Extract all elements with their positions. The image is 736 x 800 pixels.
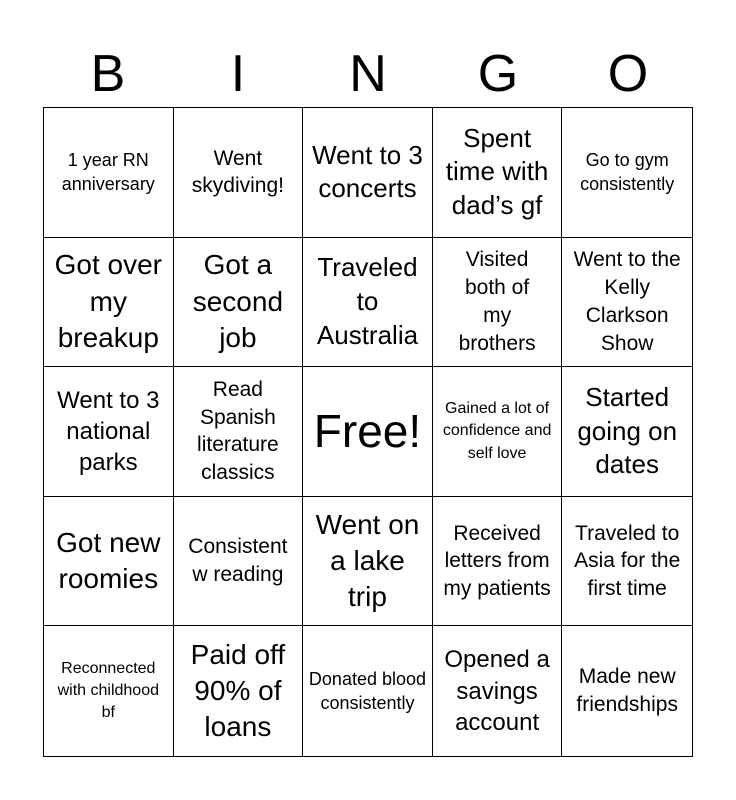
bingo-board (43, 107, 693, 757)
cell-text: Traveled to Australia (316, 252, 419, 350)
bingo-cell[interactable] (174, 108, 304, 238)
bingo-cell[interactable] (562, 108, 692, 238)
bingo-cell[interactable] (303, 626, 433, 756)
bingo-cell[interactable] (562, 238, 692, 368)
cell-text: Go to gym consistently (580, 150, 675, 195)
cell-text: Reconnected with childhood bf (57, 659, 159, 722)
bingo-cell[interactable] (433, 108, 563, 238)
cell-text: Got new roomies (56, 526, 161, 595)
bingo-cell[interactable] (433, 238, 563, 368)
cell-text: Consistent w reading (188, 535, 288, 587)
header-letter-n: N (349, 45, 387, 103)
bingo-cell[interactable] (562, 497, 692, 627)
bingo-cell[interactable] (44, 367, 174, 497)
cell-text: Went on a lake trip (315, 508, 420, 613)
bingo-cell[interactable] (174, 497, 304, 627)
bingo-cell[interactable] (44, 238, 174, 368)
bingo-cell[interactable] (562, 367, 692, 497)
bingo-cell[interactable] (174, 238, 304, 368)
cell-text: 1 year RN anniversary (61, 150, 155, 195)
bingo-cell[interactable] (303, 367, 433, 497)
cell-text: Made new friendships (576, 665, 678, 717)
header-letter-o: O (607, 45, 649, 103)
bingo-cell[interactable] (44, 108, 174, 238)
cell-text: Got over my breakup (54, 249, 162, 354)
cell-text: Went skydiving! (191, 146, 284, 198)
bingo-cell[interactable] (44, 626, 174, 756)
header-letter-b: B (90, 45, 126, 103)
bingo-cell[interactable] (174, 626, 304, 756)
bingo-cell[interactable] (44, 497, 174, 627)
cell-text: Spent time with dad’s gf (445, 122, 549, 221)
cell-text: Went to the Kelly Clarkson Show (573, 248, 681, 355)
bingo-header (43, 40, 693, 108)
free-space: Free! (313, 405, 422, 458)
cell-text: Received letters from my patients (443, 521, 551, 600)
cell-text: Gained a lot of confidence and self love (442, 399, 552, 462)
header-letter-g: G (477, 45, 519, 103)
bingo-cell[interactable] (303, 108, 433, 238)
cell-text: Traveled to Asia for the first time (574, 521, 681, 600)
cell-text: Paid off 90% of loans (190, 638, 286, 743)
bingo-cell[interactable] (303, 238, 433, 368)
cell-text: Went to 3 concerts (312, 139, 423, 204)
header-letter-i: I (230, 45, 246, 103)
cell-text: Donated blood consistently (308, 668, 427, 714)
cell-text: Started going on dates (577, 381, 678, 480)
cell-text: Read Spanish literature classics (197, 378, 279, 485)
cell-text: Got a second job (192, 249, 284, 354)
cell-text: Went to 3 national parks (57, 386, 160, 477)
bingo-cell[interactable] (174, 367, 304, 497)
bingo-cell[interactable] (433, 497, 563, 627)
bingo-cell[interactable] (562, 626, 692, 756)
bingo-cell[interactable] (433, 367, 563, 497)
bingo-cell[interactable] (433, 626, 563, 756)
cell-text: Visited both of my brothers (458, 248, 536, 355)
bingo-cell[interactable] (303, 497, 433, 627)
cell-text: Opened a savings account (444, 646, 550, 736)
